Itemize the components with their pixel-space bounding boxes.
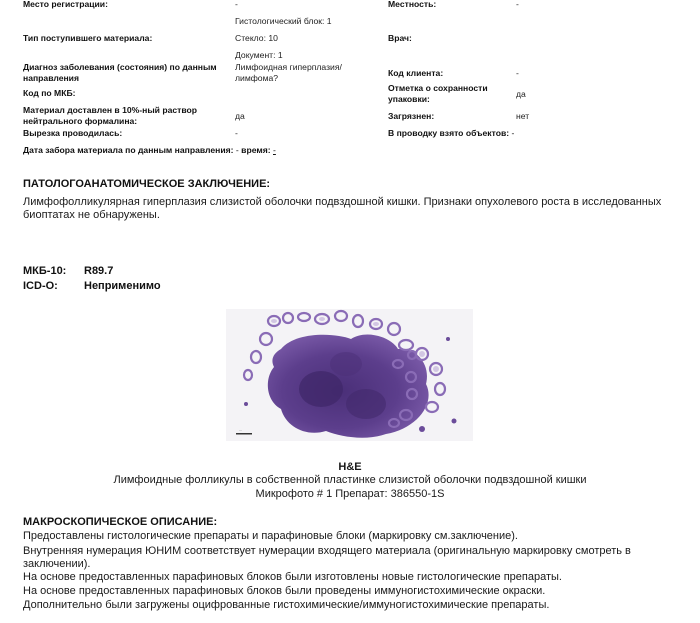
field-label-objects-taken: [388, 128, 514, 139]
icd10-value: R89.7: [84, 265, 114, 277]
macro-line-1: Предоставлены гистологические препараты и парафиновые блоки (маркировку см.заключение).: [23, 530, 518, 542]
micrograph-description: Лимфоидные фолликулы в собственной пластинке слизистой оболочки подвздошной кишки: [113, 474, 587, 486]
sample-date-label: Дата забора материала по данным направления:: [23, 145, 234, 155]
field-label-client-code: Код клиента:: [388, 68, 444, 78]
macro-line-5: Дополнительно были загружены оцифрованные гистохимические/иммуногистохимические препараты.: [23, 599, 550, 611]
field-label-material-type: Тип поступившего материала:: [23, 33, 153, 43]
field-label-contaminated: Загрязнен:: [388, 111, 435, 121]
conclusion-title: ПАТОЛОГОАНАТОМИЧЕСКОЕ ЗАКЛЮЧЕНИЕ:: [23, 178, 271, 190]
field-value-formalin: да: [235, 111, 245, 121]
time-value: -: [273, 145, 276, 155]
stain-label: H&E: [338, 461, 362, 473]
field-label-doctor: Врач:: [388, 33, 412, 43]
macro-title: МАКРОСКОПИЧЕСКОЕ ОПИСАНИЕ:: [23, 516, 218, 528]
field-label-locality: Местность:: [388, 0, 437, 9]
histology-block-line: Гистологический блок: 1: [235, 16, 332, 26]
field-label-diagnosis: Диагноз заболевания (состояния) по данным направления: [23, 62, 217, 83]
icdo-value: Неприменимо: [84, 280, 161, 292]
field-value-registration-place: -: [235, 0, 238, 9]
micrograph-reference: Микрофото # 1 Препарат: 386550-1S: [255, 488, 445, 500]
macro-line-3: На основе предоставленных парафиновых блоков были изготовлены новые гистологические препараты.: [23, 571, 562, 583]
field-value-package: да: [516, 89, 526, 99]
field-label-formalin: Материал доставлен в 10%-ный раствор нейтрального формалина:: [23, 105, 198, 126]
field-value-diagnosis: Лимфоидная гиперплазия/лимфома?: [235, 62, 342, 83]
scale-bar-label: ...: [239, 428, 242, 432]
field-label-cutting: Вырезка проводилась:: [23, 128, 123, 138]
field-value-material-type: Стекло: 10: [235, 33, 278, 43]
objects-taken-label: В проводку взято объектов:: [388, 128, 510, 138]
micrograph-image: [226, 309, 473, 441]
field-label-sample-date: [23, 145, 276, 156]
sample-date-value: -: [235, 145, 239, 155]
icdo-label: ICD-O:: [23, 280, 58, 292]
objects-taken-value: -: [511, 128, 515, 138]
field-label-registration-place: Место регистрации:: [23, 0, 108, 9]
macro-line-2: Внутренняя нумерация ЮНИМ соответствует нумерации входящего материала (оригинальную маркировку смотреть в заключении).: [23, 545, 631, 570]
micrograph-drawing: [226, 309, 473, 441]
time-label: время:: [241, 145, 271, 155]
field-value-contaminated: нет: [516, 111, 530, 121]
document-line: Документ: 1: [235, 50, 283, 60]
icd10-label: МКБ-10:: [23, 265, 67, 277]
macro-line-4: На основе предоставленных парафиновых блоков были проведены иммуногистохимические окраски.: [23, 585, 546, 597]
conclusion-text: Лимфофолликулярная гиперплазия слизистой оболочки подвздошной кишки. Признаки опухолевого роста в исследованных биоптатах не обнаружены.: [23, 196, 662, 221]
field-value-cutting: -: [235, 128, 238, 138]
field-label-icd-code: Код по МКБ:: [23, 88, 76, 98]
field-value-client-code: -: [516, 68, 519, 78]
field-value-locality: -: [516, 0, 519, 9]
field-label-package: Отметка о сохранности упаковки:: [388, 83, 488, 104]
